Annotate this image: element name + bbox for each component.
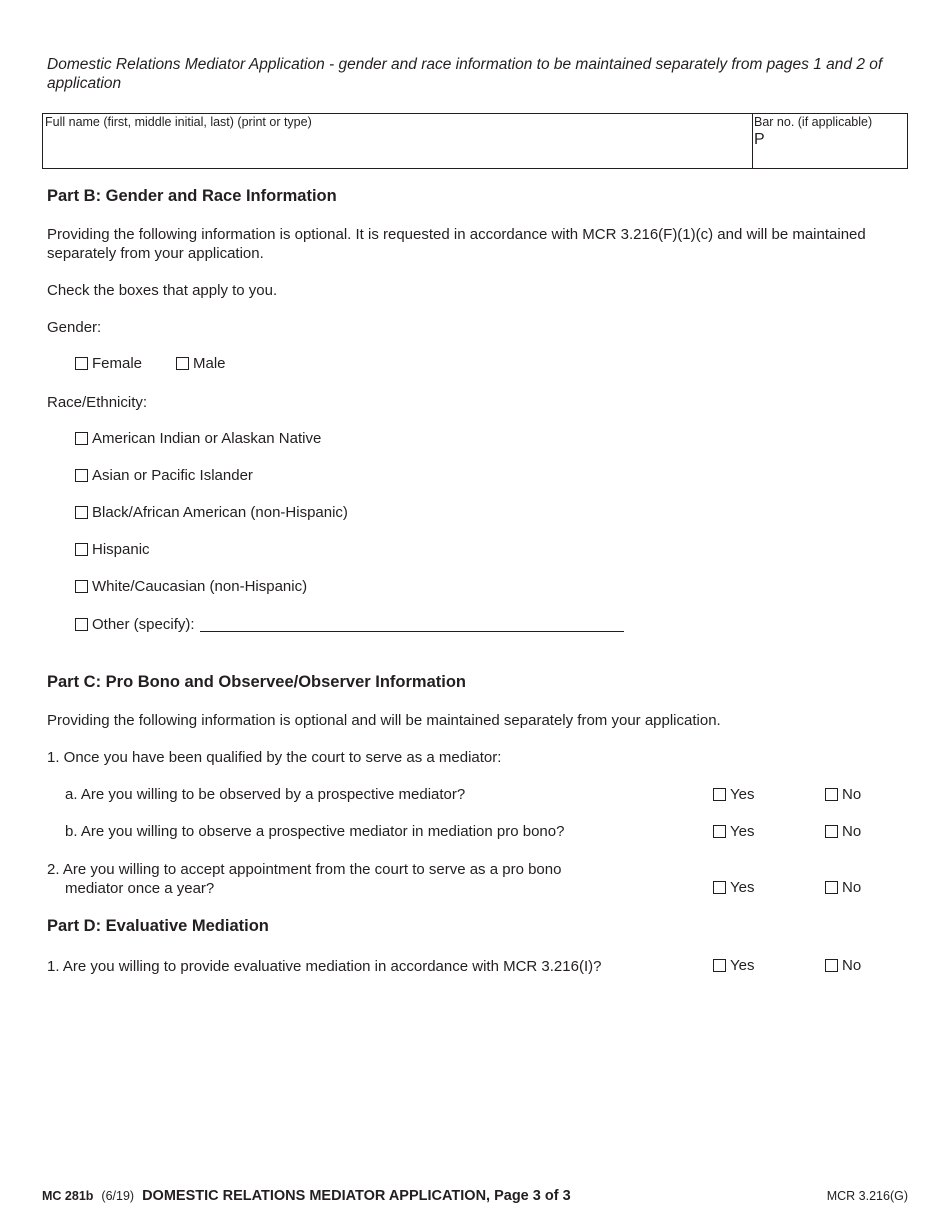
q1b-yes-checkbox[interactable] [713,825,726,838]
footer-title: DOMESTIC RELATIONS MEDIATOR APPLICATION, Page 3 of 3 [142,1188,571,1204]
other-specify-field[interactable] [200,617,624,632]
part-c-intro: Providing the following information is optional and will be maintained separately from your application. [47,712,721,729]
bar-number-label: Bar no. (if applicable) [754,115,873,129]
q2-yes-checkbox[interactable] [713,881,726,894]
q1b-no-option[interactable] [825,823,861,840]
form-code: MC 281b [42,1189,94,1203]
part-b-instruction: Check the boxes that apply to you. [47,282,278,299]
gender-option-female[interactable] [75,355,142,372]
female-label: Female [92,355,143,372]
form-header-note: Domestic Relations Mediator Application - gender and race information to be maintained separately from pages 1 and 2 of application [47,56,883,92]
q1a-no-checkbox[interactable] [825,788,838,801]
hispanic-checkbox[interactable] [75,543,88,556]
race-option-label: White/Caucasian (non-Hispanic) [92,578,308,595]
race-option-black[interactable] [75,504,348,521]
box-divider [752,114,753,168]
race-option-american-indian[interactable] [75,430,321,447]
q2-no-checkbox[interactable] [825,881,838,894]
d1-no-option[interactable] [825,957,861,974]
yes-label: Yes [730,823,755,840]
q1a-yes-checkbox[interactable] [713,788,726,801]
race-label: Race/Ethnicity: [47,394,148,411]
black-checkbox[interactable] [75,506,88,519]
asian-checkbox[interactable] [75,469,88,482]
race-option-label: Asian or Pacific Islander [92,467,253,484]
q2-yes-option[interactable] [713,879,754,896]
q1b-yes-option[interactable] [713,823,754,840]
footer-left [42,1187,571,1204]
d1-yes-option[interactable] [713,957,754,974]
part-b-heading: Part B: Gender and Race Information [47,187,337,205]
no-label: No [842,823,862,840]
no-label: No [842,957,862,974]
gender-option-male[interactable] [176,355,226,372]
part-d-question-1: 1. Are you willing to provide evaluative mediation in accordance with MCR 3.216(I)? [47,958,602,975]
race-option-label: Black/African American (non-Hispanic) [92,504,348,521]
question-2-line2: mediator once a year? [65,880,215,897]
no-label: No [842,786,862,803]
race-option-white[interactable] [75,578,307,595]
name-bar-box [42,113,908,169]
d1-no-checkbox[interactable] [825,959,838,972]
yes-label: Yes [730,879,755,896]
footer-rule: MCR 3.216(G) [826,1189,908,1203]
no-label: No [842,879,862,896]
full-name-field[interactable] [43,132,751,168]
race-option-label: Hispanic [92,541,150,558]
american-indian-checkbox[interactable] [75,432,88,445]
bar-number-field[interactable]: P [754,131,765,148]
q2-no-option[interactable] [825,879,861,896]
race-option-hispanic[interactable] [75,541,150,558]
question-1b: b. Are you willing to observe a prospective mediator in mediation pro bono? [65,823,565,840]
part-c-heading: Part C: Pro Bono and Observee/Observer Information [47,673,467,691]
part-d-heading: Part D: Evaluative Mediation [47,917,269,935]
white-checkbox[interactable] [75,580,88,593]
q1b-no-checkbox[interactable] [825,825,838,838]
race-option-label: American Indian or Alaskan Native [92,430,322,447]
part-b-intro: Providing the following information is optional. It is requested in accordance with MCR 3.216(F)(1)(c) and will be maintained separately from your application. [47,226,866,262]
male-label: Male [193,355,226,372]
yes-label: Yes [730,786,755,803]
race-option-label: Other (specify): [92,616,195,633]
male-checkbox[interactable] [176,357,189,370]
gender-label: Gender: [47,319,102,336]
race-option-asian[interactable] [75,467,253,484]
q1a-no-option[interactable] [825,786,861,803]
other-checkbox[interactable] [75,618,88,631]
yes-label: Yes [730,957,755,974]
full-name-label: Full name (first, middle initial, last) (print or type) [45,115,312,129]
question-1: 1. Once you have been qualified by the court to serve as a mediator: [47,749,502,766]
female-checkbox[interactable] [75,357,88,370]
race-option-other[interactable] [75,616,624,633]
q1a-yes-option[interactable] [713,786,754,803]
question-2-line1: 2. Are you willing to accept appointment from the court to serve as a pro bono [47,861,562,878]
question-1a: a. Are you willing to be observed by a prospective mediator? [65,786,466,803]
d1-yes-checkbox[interactable] [713,959,726,972]
form-revision: (6/19) [101,1189,135,1203]
